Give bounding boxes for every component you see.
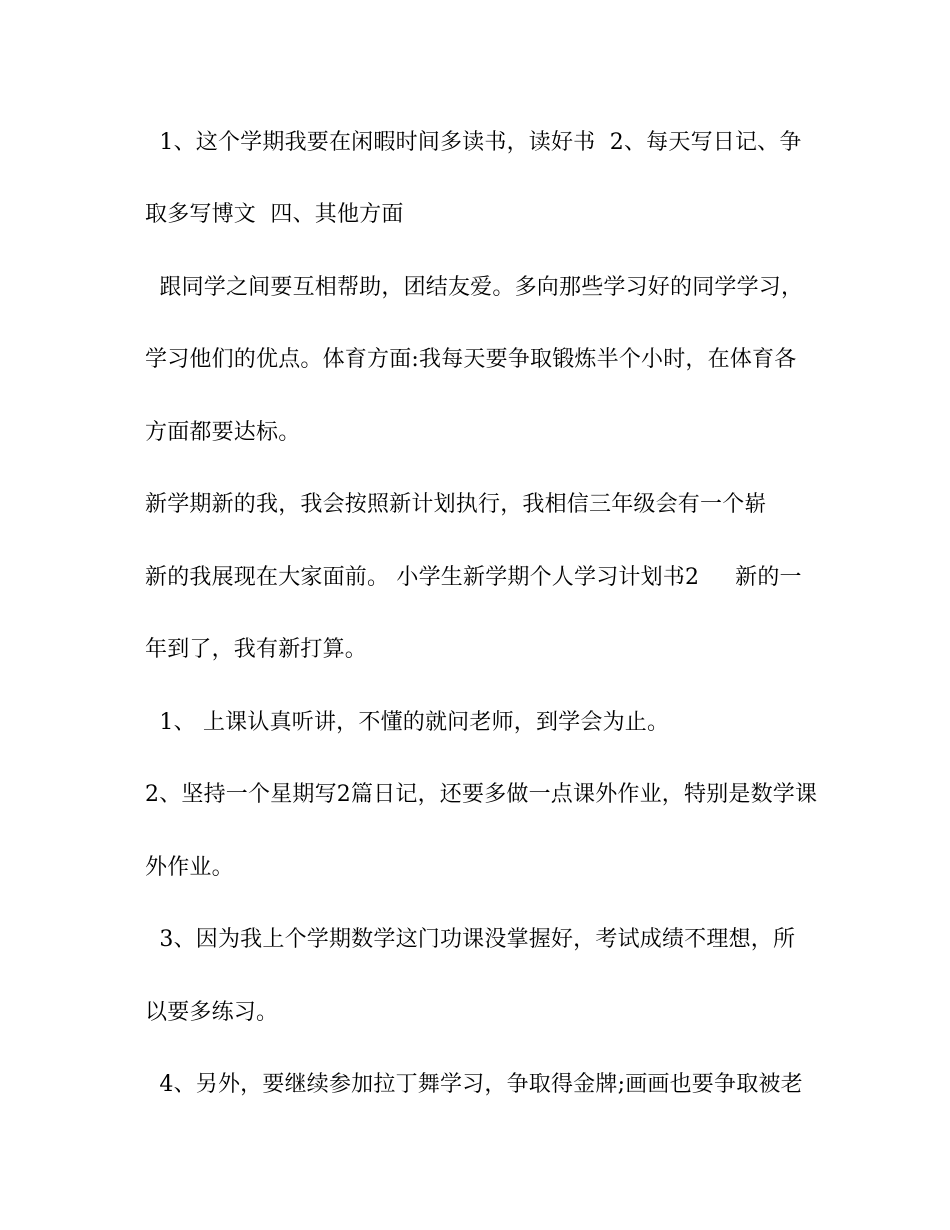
text-line: 以要多练习。	[145, 1000, 279, 1025]
text-line: 3、因为我上个学期数学这门功课没掌握好，考试成绩不理想，所	[145, 927, 796, 952]
text-line: 取多写博文 四、其他方面	[145, 202, 404, 227]
text-line: 跟同学之间要互相帮助，团结友爱。多向那些学习好的同学学习，	[145, 275, 804, 300]
text-line: 1、 上课认真听讲，不懂的就问老师，到学会为止。	[145, 710, 670, 735]
text-line: 4、另外，要继续参加拉丁舞学习，争取得金牌;画画也要争取被老	[145, 1072, 803, 1097]
text-line: 年到了，我有新打算。	[145, 637, 368, 662]
text-line: 学习他们的优点。体育方面:我每天要争取锻炼半个小时，在体育各	[145, 347, 797, 372]
text-line: 外作业。	[145, 855, 234, 880]
text-line: 新学期新的我，我会按照新计划执行，我相信三年级会有一个崭	[145, 492, 767, 517]
text-line: 2、坚持一个星期写2篇日记，还要多做一点课外作业，特别是数学课	[145, 782, 818, 807]
text-line: 方面都要达标。	[145, 420, 301, 445]
text-line: 新的我展现在大家面前。 小学生新学期个人学习计划书2 新的一	[145, 565, 802, 590]
text-line: 1、这个学期我要在闲暇时间多读书，读好书 2、每天写日记、争	[145, 130, 802, 155]
